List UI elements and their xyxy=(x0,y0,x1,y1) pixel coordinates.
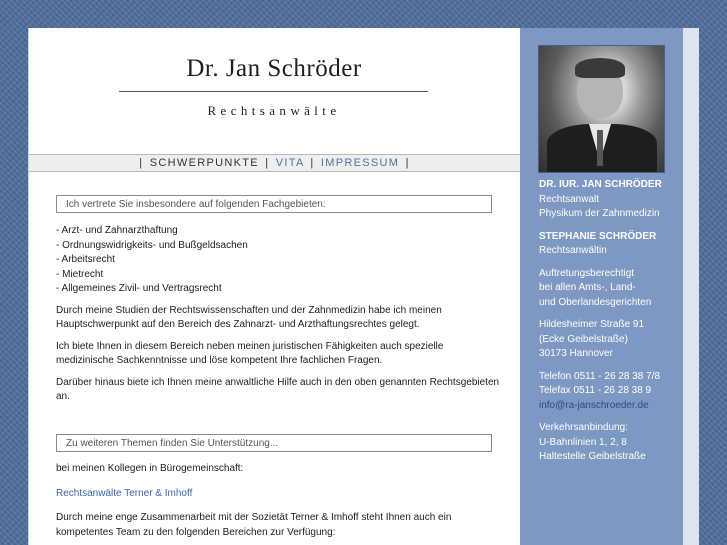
main-column xyxy=(29,28,520,545)
list-item: - Arbeitsrecht xyxy=(56,254,115,265)
colleagues-content xyxy=(56,462,501,540)
paragraph-cooperation: Durch meine enge Zusammenarbeit mit der Sozietät Terner & Imhoff steht Ihnen auch ein kompetentes Team zu den folgenden Bereichen zur Verfügung: xyxy=(56,512,452,538)
right-edge-strip xyxy=(683,28,699,545)
contact-info xyxy=(539,178,679,473)
nav-separator: | xyxy=(405,157,410,169)
person-2-title: Rechtsanwältin xyxy=(539,245,607,256)
site-title: Dr. Jan Schröder xyxy=(186,55,362,82)
list-item: - Arzt- und Zahnarzthaftung xyxy=(56,225,178,236)
sidebar xyxy=(520,28,683,545)
nav-item-schwerpunkte[interactable]: SCHWERPUNKTE xyxy=(149,157,259,169)
list-item: - Allgemeines Zivil- und Vertragsrecht xyxy=(56,283,222,294)
contact xyxy=(539,370,679,414)
main-content xyxy=(56,224,501,405)
address-city: 30173 Hannover xyxy=(539,348,613,359)
address-street: Hildesheimer Straße 91 xyxy=(539,319,645,330)
transit-heading: Verkehrsanbindung: xyxy=(539,422,628,433)
section-box-fachgebiete: Ich vertrete Sie insbesondere auf folgenden Fachgebieten: xyxy=(56,195,492,213)
nav-item-vita[interactable]: VITA xyxy=(275,157,304,169)
person-1 xyxy=(539,178,679,222)
paragraph-studies: Durch meine Studien der Rechtswissenschaften und der Zahnmedizin habe ich meinen Hauptschwerpunkt auf den Bereich des Zahnarzt- und Arzthaftungsrechtes gelegt. xyxy=(56,304,442,330)
address xyxy=(539,318,679,362)
paragraph-other-areas: Darüber hinaus biete ich Ihnen meine anwaltliche Hilfe auch in den oben genannten Rechtsgebieten an. xyxy=(56,376,500,402)
authorization xyxy=(539,267,679,311)
authorization-line: Auftretungsberechtigt xyxy=(539,267,635,279)
list-item: - Ordnungswidrigkeits- und Bußgeldsachen xyxy=(56,239,248,251)
title-divider xyxy=(119,91,428,92)
list-item: - Mietrecht xyxy=(56,268,104,280)
nav-separator: | xyxy=(310,157,315,169)
address-corner: (Ecke Geibelstraße) xyxy=(539,333,628,345)
person-2-name: STEPHANIE SCHRÖDER xyxy=(539,230,657,242)
section-box-further-topics: Zu weiteren Themen finden Sie Unterstützung... xyxy=(56,434,492,452)
nav-bar xyxy=(29,154,520,172)
paragraph-expertise: Ich biete Ihnen in diesem Bereich neben meinen juristischen Fähigkeiten auch spezielle medizinische Sachkenntnisse und löse kompetent Ihre fachlichen Fragen. xyxy=(56,340,444,366)
paragraph-colleagues: bei meinen Kollegen in Bürogemeinschaft: xyxy=(56,463,244,474)
transit xyxy=(539,421,679,465)
link-terner-imhoff[interactable]: Rechtsanwälte Terner & Imhoff xyxy=(56,487,193,499)
authorization-line: und Oberlandesgerichten xyxy=(539,296,652,308)
person-2 xyxy=(539,230,679,259)
person-1-extra: Physikum der Zahnmedizin xyxy=(539,208,660,219)
authorization-line: bei allen Amts-, Land- xyxy=(539,282,636,293)
nav-separator: | xyxy=(139,157,144,169)
transit-lines: U-Bahnlinien 1, 2, 8 xyxy=(539,436,627,448)
fax-number: Telefax 0511 - 26 28 38 9 xyxy=(539,385,652,396)
nav-separator: | xyxy=(265,157,270,169)
site-subtitle: Rechtsanwälte xyxy=(207,103,341,118)
transit-stop: Haltestelle Geibelstraße xyxy=(539,451,646,462)
person-1-title: Rechtsanwalt xyxy=(539,193,600,205)
portrait-photo xyxy=(538,45,665,173)
page-container xyxy=(28,28,699,545)
nav-item-impressum[interactable]: IMPRESSUM xyxy=(320,157,400,169)
person-1-name: DR. IUR. JAN SCHRÖDER xyxy=(539,179,662,190)
email-link[interactable]: info@ra-janschroeder.de xyxy=(539,399,649,411)
phone-number: Telefon 0511 - 26 28 38 7/8 xyxy=(539,370,661,382)
